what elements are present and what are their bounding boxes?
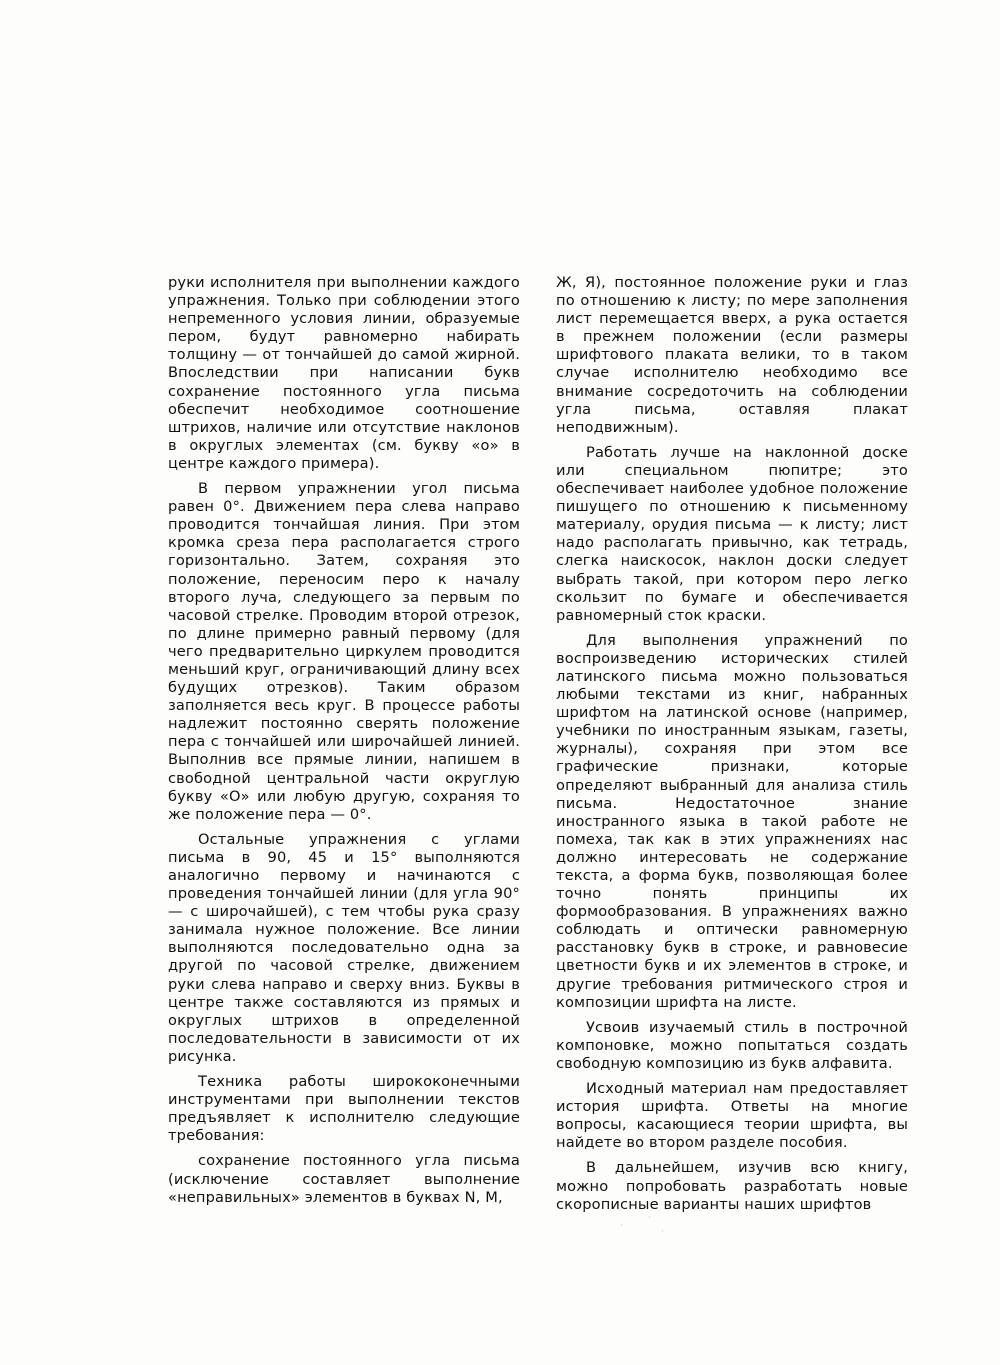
paragraph: Техника работы ширококонечными инструментами при выполнении текстов предъявляет к исполнителю следующие требования:	[168, 1073, 520, 1145]
left-text-column	[168, 274, 520, 1214]
paragraph: В дальнейшем, изучив всю книгу, можно попробовать разработать новые скорописные варианты наших шрифтов	[556, 1159, 908, 1213]
right-text-column	[556, 274, 908, 1221]
paragraph: Ж, Я), постоянное положение руки и глаз по отношению к листу; по мере заполнения лист перемещается вверх, а рука остается в прежнем положении (если размеры шрифтового плаката велики, то в таком случае исполнителю необходимо все внимание сосредоточить на соблюдении угла письма, оставляя плакат неподвижным).	[556, 274, 908, 436]
paragraph: Остальные упражнения с углами письма в 90, 45 и 15° выполняются аналогично первому и начинаются с проведения тончайшей линии (для угла 90° — с широчайшей), с тем чтобы рука сразу занимала нужное положение. Все линии выполняются последовательно одна за другой по часовой стрелке, движением руки слева направо и сверху вниз. Буквы в центре также составляются из прямых и округлых штрихов в определенной последовательности в зависимости от их рисунка.	[168, 830, 520, 1065]
paragraph: В первом упражнении угол письма равен 0°. Движением пера слева направо проводится тончайшая линия. При этом кромка среза пера располагается строго горизонтально. Затем, сохраняя это положение, переносим перо к началу второго луча, следующего за первым по часовой стрелке. Проводим второй отрезок, по длине примерно равный первому (для чего предварительно циркулем проводится меньший круг, ограничивающий длину всех будущих отрезков). Таким образом заполняется весь круг. В процессе работы надлежит постоянно сверять положение пера с тончайшей или широчайшей линией. Выполнив все прямые линии, напишем в свободной центральной части округлую букву «О» или любую другую, сохраняя то же положение пера — 0°.	[168, 480, 520, 823]
paper-speck: ·	[661, 1227, 664, 1237]
paragraph: руки исполнителя при выполнении каждого упражнения. Только при соблюдении этого непременного условия линии, образуемые пером, будут равномерно набирать толщину — от тончайшей до самой жирной. Впоследствии при написании букв сохранение постоянного угла письма обеспечит необходимое соотношение штрихов, наличие или отсутствие наклонов в округлых элементах (см. букву «о» в центре каждого примера).	[168, 274, 520, 472]
paper-speck: ·	[648, 1213, 651, 1223]
paragraph: Для выполнения упражнений по воспроизведению исторических стилей латинского письма можно пользоваться любыми текстами из книг, набранных шрифтом на латинской основе (например, учебники по иностранным языкам, газеты, журналы), сохраняя при этом все графические признаки, которые определяют выбранный для анализа стиль письма. Недостаточное знание иностранного языка в такой работе не помеха, так как в этих упражнениях нас должно интересовать не содержание текста, а форма букв, позволяющая более точно понять принципы их формообразования. В упражнениях важно соблюдать и оптически равномерную расстановку букв в строке, и равновесие цветности букв и их элементов в строке, и другие требования ритмического строя и композиции шрифта на листе.	[556, 631, 908, 1011]
paragraph: Исходный материал нам предоставляет история шрифта. Ответы на многие вопросы, касающиеся теории шрифта, вы найдете во втором разделе пособия.	[556, 1080, 908, 1152]
paper-speck: ·	[620, 1221, 623, 1231]
paragraph: Усвоив изучаемый стиль в построчной компоновке, можно попытаться создать свободную композицию из букв алфавита.	[556, 1018, 908, 1072]
paragraph: Работать лучше на наклонной доске или специальном пюпитре; это обеспечивает наиболее удобное положение пишущего по отношению к письменному материалу, орудия письма — к листу; лист надо располагать привычно, как тетрадь, слегка наискосок, наклон доски следует выбрать такой, при котором перо легко скользит по бумаге и обеспечивается равномерный сток краски.	[556, 443, 908, 624]
paragraph: сохранение постоянного угла письма (исключение составляет выполнение «неправильных» элементов в буквах N, M,	[168, 1152, 520, 1206]
